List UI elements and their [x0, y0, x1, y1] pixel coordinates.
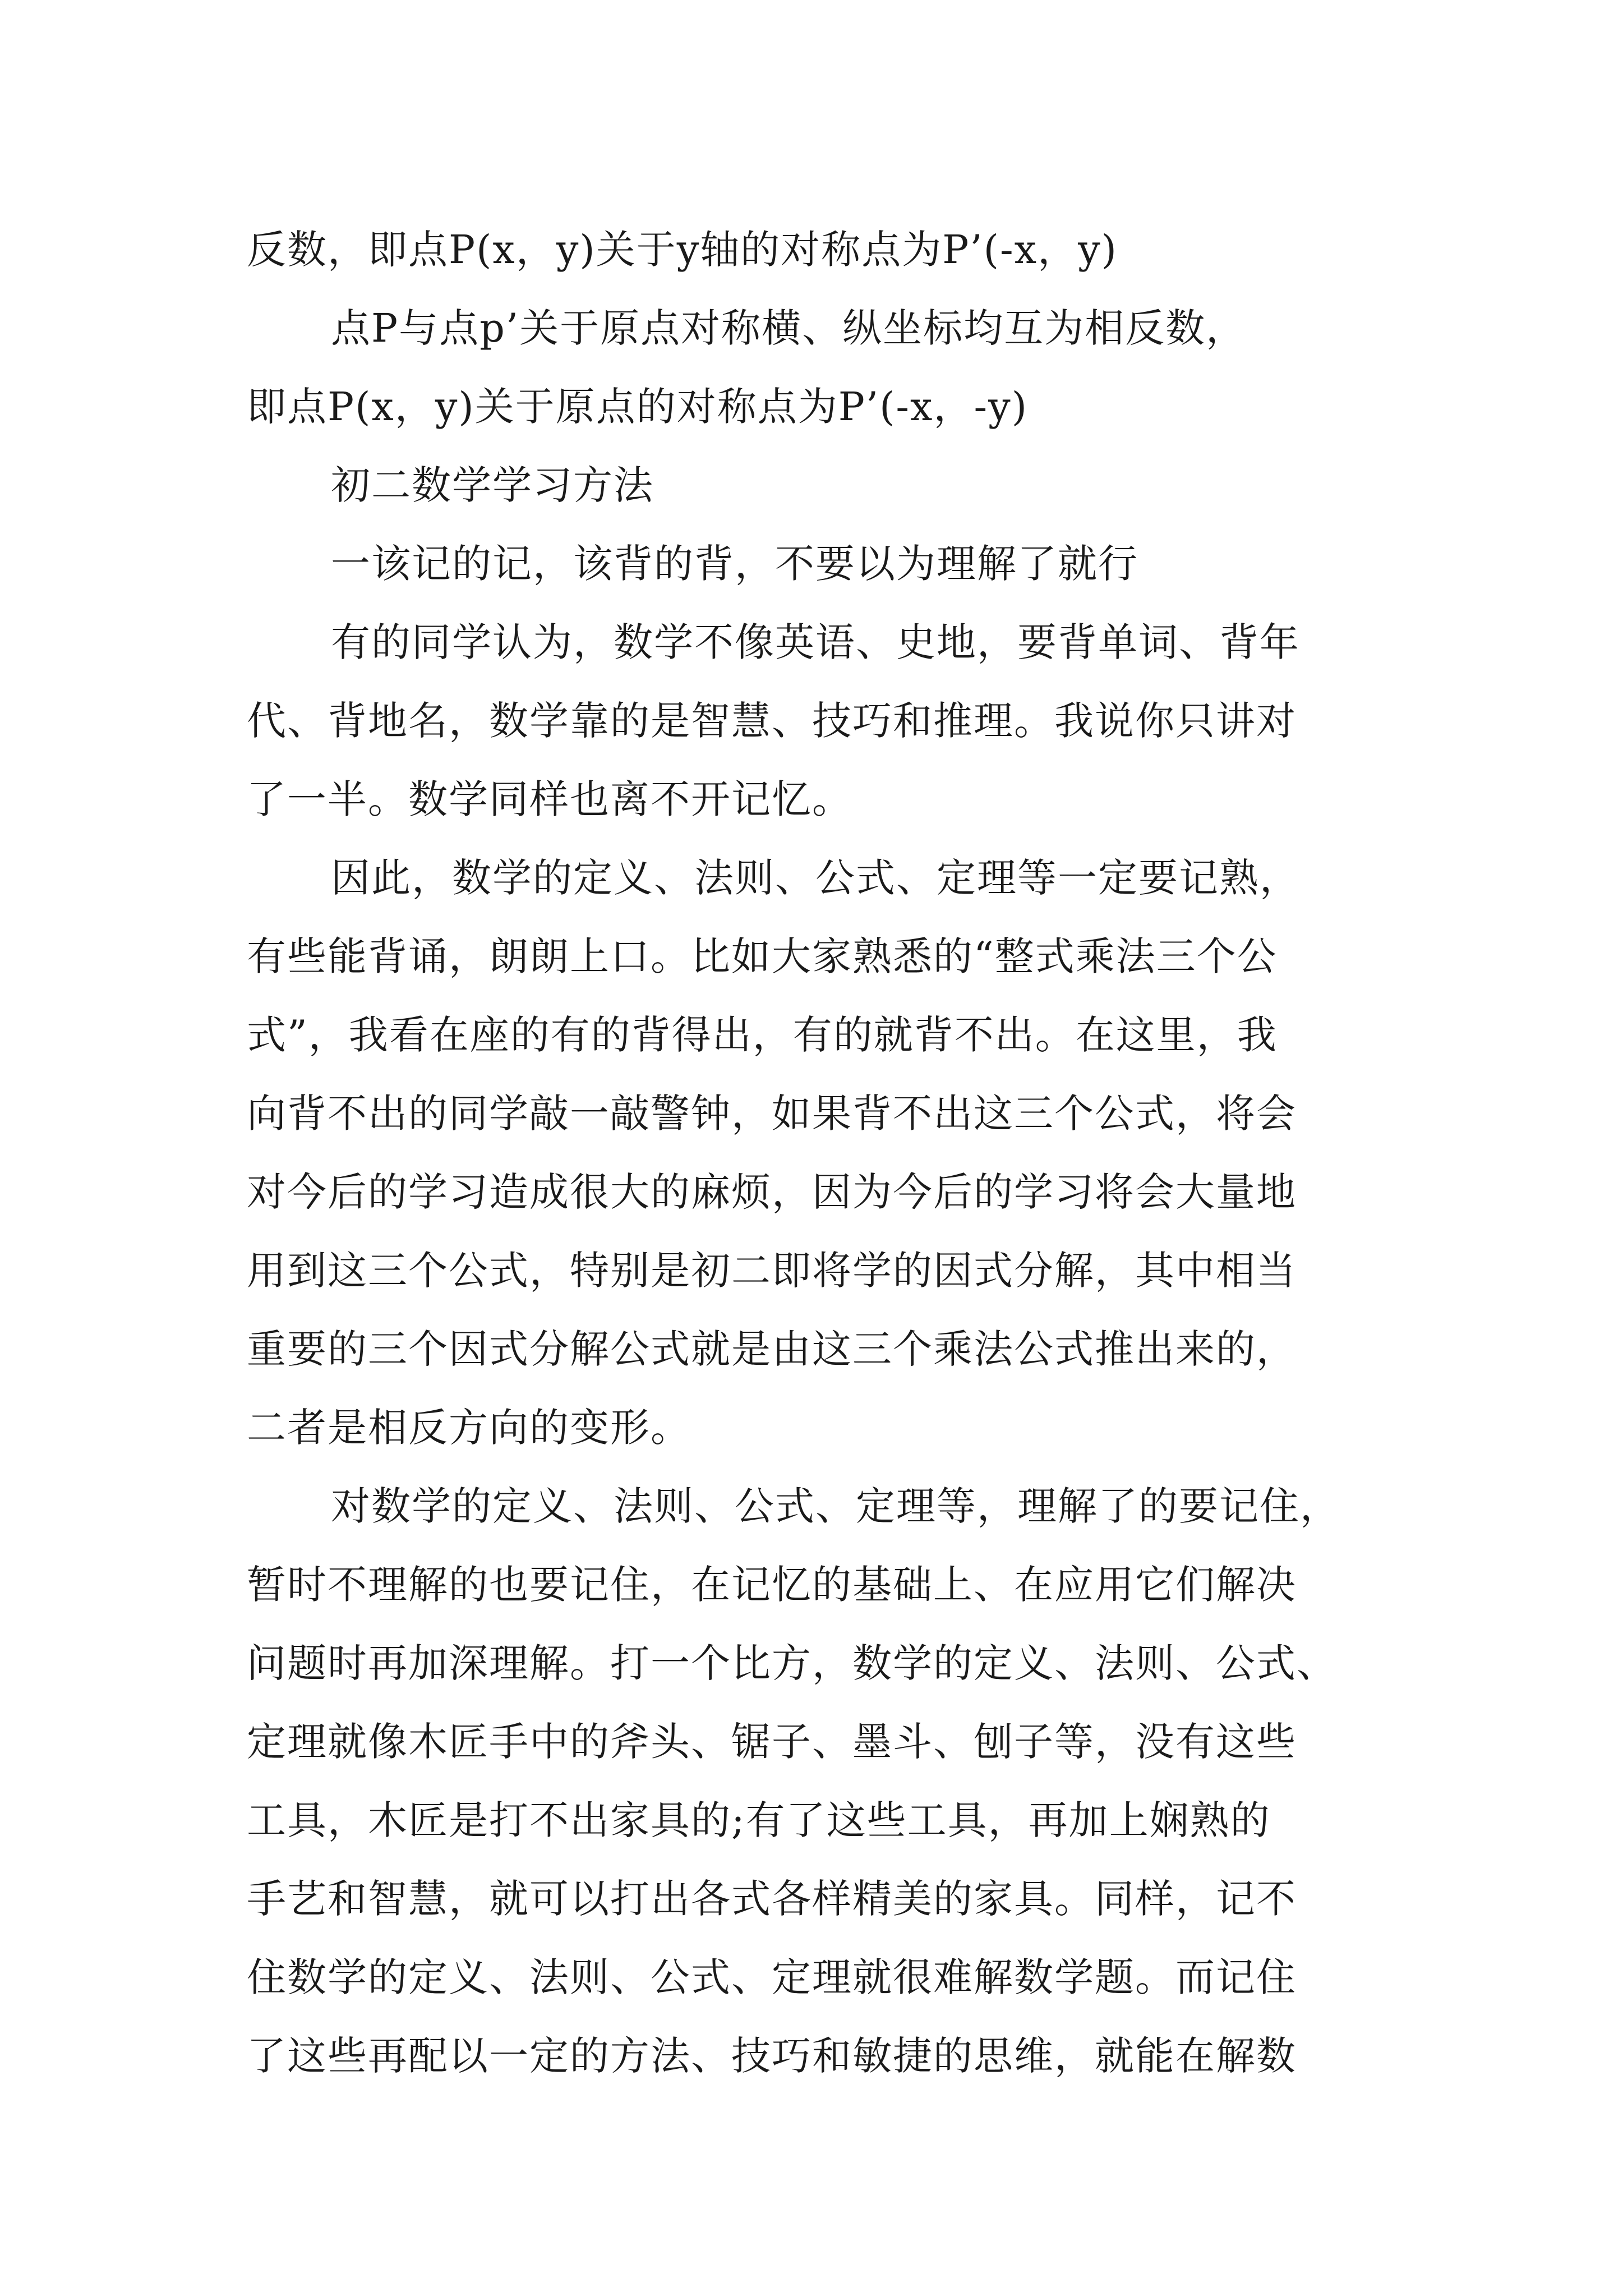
text-line: 定理就像木匠手中的斧头、锯子、墨斗、刨子等，没有这些	[247, 1719, 1297, 1765]
text-line: 代、背地名，数学靠的是智慧、技巧和推理。我说你只讲对	[247, 698, 1297, 744]
text-line: 了一半。数学同样也离不开记忆。	[247, 776, 852, 822]
section-heading: 初二数学学习方法	[331, 462, 654, 508]
text-line: 有些能背诵，朗朗上口。比如大家熟悉的“整式乘法三个公	[247, 933, 1278, 979]
text-line: 式”，我看在座的有的背得出，有的就背不出。在这里，我	[247, 1012, 1278, 1058]
subsection-heading: 一该记的记，该背的背，不要以为理解了就行	[331, 541, 1138, 587]
text-line: 工具，木匠是打不出家具的;有了这些工具，再加上娴熟的	[247, 1797, 1271, 1843]
text-line: 了这些再配以一定的方法、技巧和敏捷的思维，就能在解数	[247, 2033, 1297, 2079]
text-line: 暂时不理解的也要记住，在记忆的基础上、在应用它们解决	[247, 1562, 1297, 1608]
text-line: 重要的三个因式分解公式就是由这三个乘法公式推出来的，	[247, 1326, 1297, 1372]
text-line: 对数学的定义、法则、公式、定理等，理解了的要记住，	[331, 1483, 1340, 1529]
text-line: 有的同学认为，数学不像英语、史地，要背单词、背年	[331, 619, 1300, 665]
text-line: 问题时再加深理解。打一个比方，数学的定义、法则、公式、	[247, 1640, 1337, 1686]
text-line: 住数学的定义、法则、公式、定理就很难解数学题。而记住	[247, 1954, 1297, 2000]
text-line: 向背不出的同学敲一敲警钟，如果背不出这三个公式，将会	[247, 1091, 1297, 1137]
text-line: 因此，数学的定义、法则、公式、定理等一定要记熟，	[331, 855, 1300, 901]
text-line: 用到这三个公式，特别是初二即将学的因式分解，其中相当	[247, 1248, 1297, 1294]
text-line: 反数，即点P(x，y)关于y轴的对称点为P’(-x，y)	[247, 227, 1118, 273]
document-body	[247, 210, 1391, 2095]
text-line: 二者是相反方向的变形。	[247, 1405, 691, 1451]
text-line: 点P与点p’关于原点对称横、纵坐标均互为相反数，	[331, 305, 1247, 351]
text-line: 对今后的学习造成很大的麻烦，因为今后的学习将会大量地	[247, 1169, 1297, 1215]
text-line: 手艺和智慧，就可以打出各式各样精美的家具。同样，记不	[247, 1876, 1297, 1922]
text-line: 即点P(x，y)关于原点的对称点为P’(-x，-y)	[247, 384, 1029, 430]
